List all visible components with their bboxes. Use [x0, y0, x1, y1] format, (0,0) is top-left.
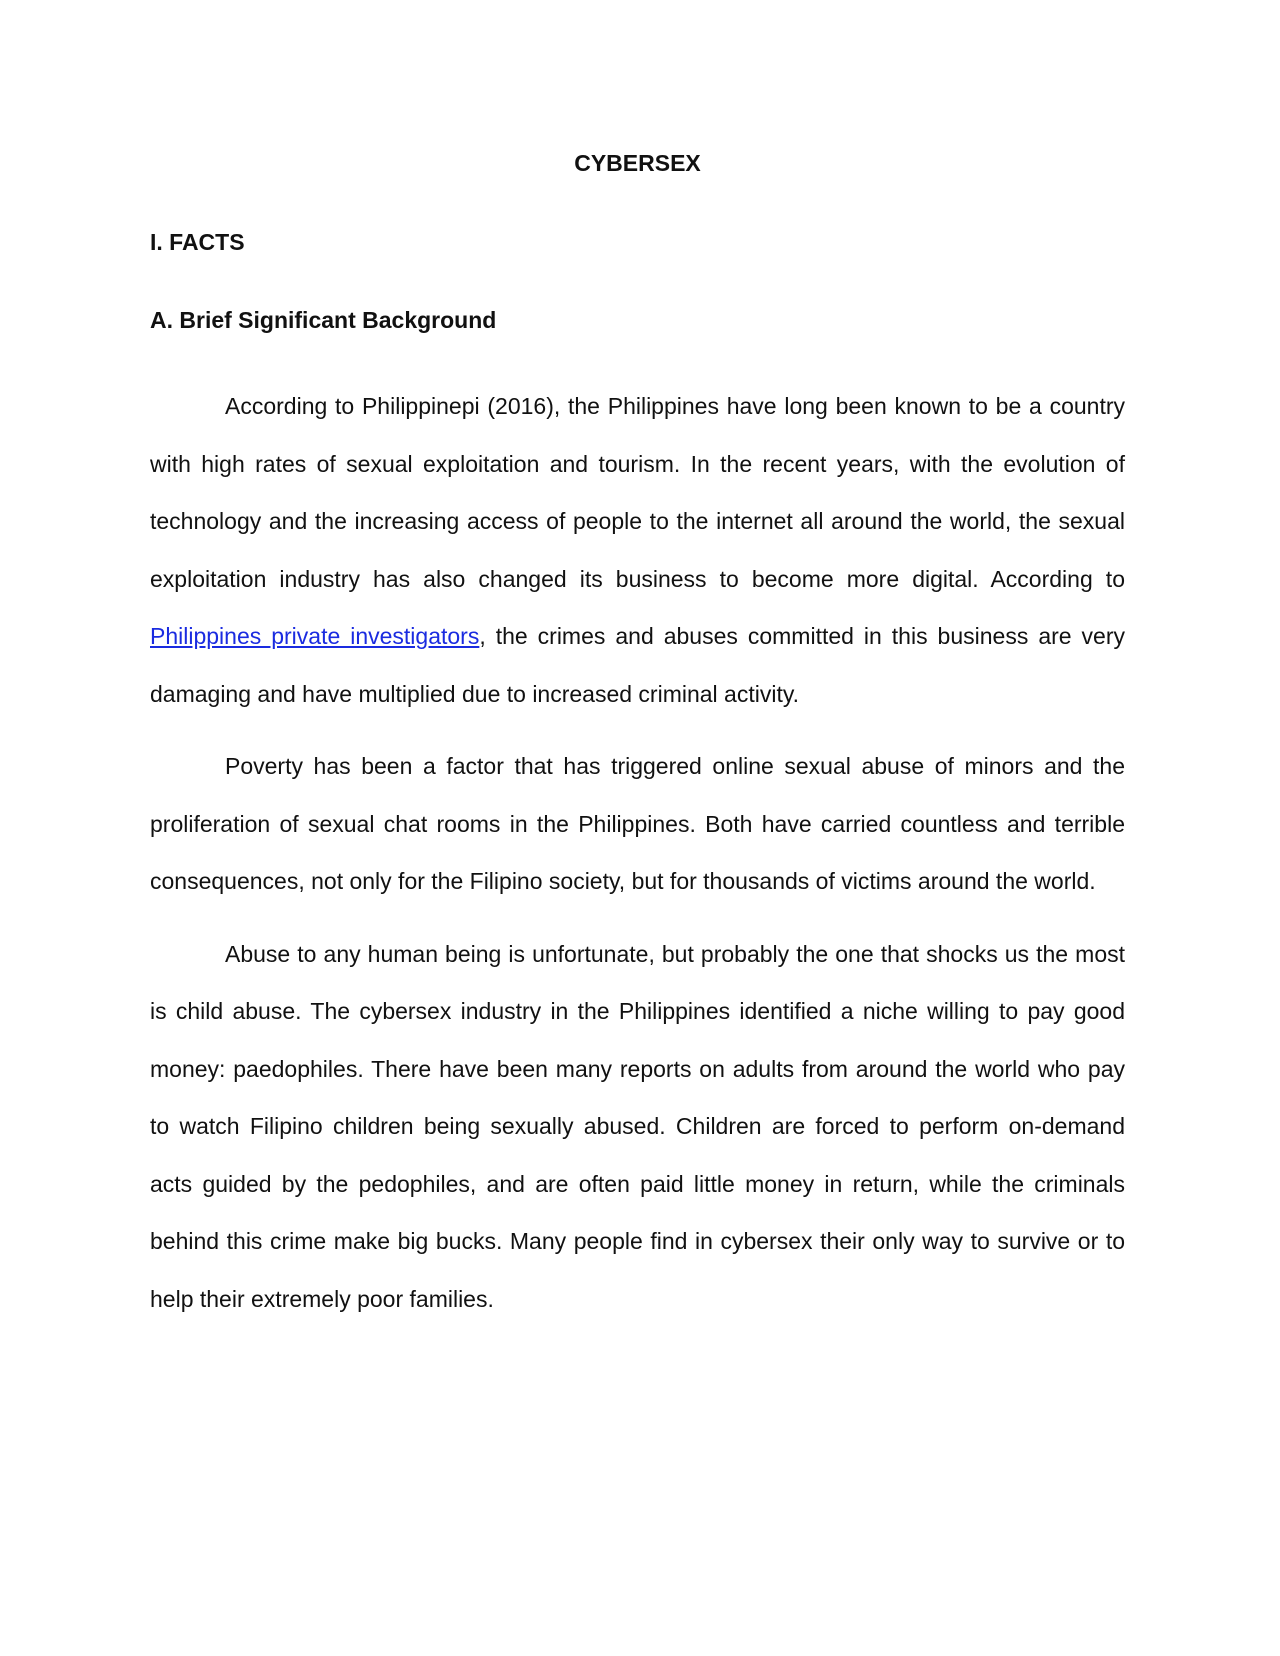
subsection-heading-background: A. Brief Significant Background: [150, 307, 497, 333]
private-investigators-link[interactable]: Philippines private investigators: [150, 623, 480, 649]
paragraph-1: [150, 378, 1125, 723]
paragraph-2: Poverty has been a factor that has triggered online sexual abuse of minors and the proliferation of sexual chat rooms in the Philippines. Both have carried countless and terrible consequences, not only for the Filipino society, but for thousands of victims around the world.: [150, 753, 1125, 894]
paragraph-1-text-after-link: , the crimes and abuses committed in this business are very damaging and have multiplied due to increased criminal activity.: [150, 623, 1125, 707]
document-body: [150, 143, 1125, 1343]
paragraph-1-text-before-link: According to Philippinepi (2016), the Philippines have long been known to be a country with high rates of sexual exploitation and tourism. In the recent years, with the evolution of technology and the increasing access of people to the internet all around the world, the sexual exploitation industry has also changed its business to become more digital. According to: [150, 393, 1125, 592]
document-title: CYBERSEX: [574, 150, 701, 176]
section-heading-facts: I. FACTS: [150, 229, 245, 255]
paragraph-3: Abuse to any human being is unfortunate, but probably the one that shocks us the most is child abuse. The cybersex industry in the Philippines identified a niche willing to pay good money: paedophiles. There have been many reports on adults from around the world who pay to watch Filipino children being sexually abused. Children are forced to perform on-demand acts guided by the pedophiles, and are often paid little money in return, while the criminals behind this crime make big bucks. Many people find in cybersex their only way to survive or to help their extremely poor families.: [150, 940, 1125, 1312]
